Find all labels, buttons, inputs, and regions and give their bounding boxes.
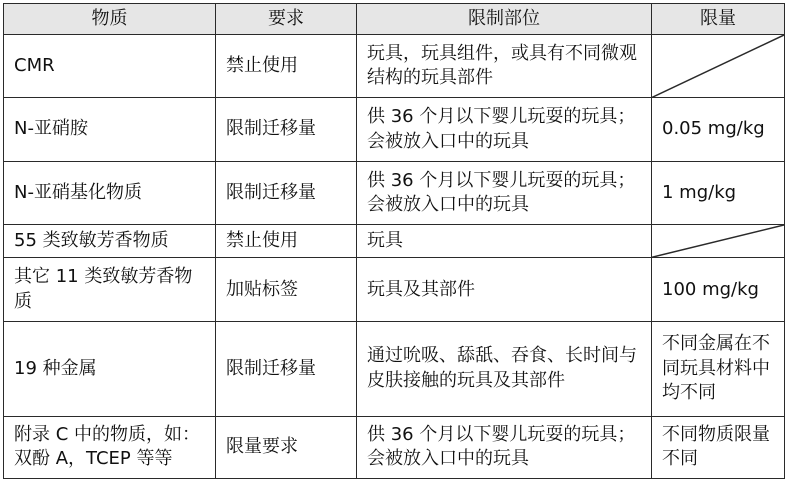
cell-limit: [652, 98, 785, 161]
cell-substance: [4, 321, 216, 416]
restricted-part-text: 玩具: [367, 230, 403, 252]
table-row: [4, 416, 785, 478]
cell-substance: [4, 98, 216, 161]
requirement-text: 加贴标签: [226, 278, 298, 300]
cell-substance: [4, 416, 216, 478]
cell-requirement: [216, 258, 357, 321]
cell-requirement: [216, 35, 357, 98]
requirement-text: 限制迁移量: [226, 181, 316, 203]
limit-text: 100 mg/kg: [662, 278, 759, 300]
cell-limit-empty: [652, 225, 785, 258]
restricted-part-text: 供 36 个月以下婴儿玩耍的玩具；会被放入口中的玩具: [367, 106, 636, 152]
diagonal-line: [652, 225, 784, 257]
restricted-part-text: 供 36 个月以下婴儿玩耍的玩具；会被放入口中的玩具: [367, 423, 636, 470]
regulation-table: [3, 3, 785, 479]
header-limit: 限量: [652, 4, 785, 35]
header-substance: 物质: [4, 4, 216, 35]
table-header-row: [4, 4, 785, 35]
restricted-part-text: 玩具，玩具组件，或具有不同微观结构的玩具部件: [367, 42, 637, 89]
cell-limit-empty: [652, 35, 785, 98]
limit-text: 不同金属在不同玩具材料中均不同: [662, 333, 770, 403]
table-row: [4, 35, 785, 98]
substance-text: 附录 C 中的物质，如：双酚 A，TCEP 等等: [14, 423, 201, 470]
cell-substance: [4, 161, 216, 224]
substance-text: 19 种金属: [14, 357, 97, 379]
header-requirement: 要求: [216, 4, 357, 35]
header-restricted-part: 限制部位: [357, 4, 652, 35]
table-row: [4, 258, 785, 321]
cell-restricted-part: [357, 416, 652, 478]
cell-substance: [4, 225, 216, 258]
cell-restricted-part: [357, 258, 652, 321]
cell-restricted-part: [357, 35, 652, 98]
cell-requirement: [216, 225, 357, 258]
requirement-text: 限制迁移量: [226, 357, 316, 379]
cell-requirement: [216, 416, 357, 478]
cell-restricted-part: [357, 321, 652, 416]
cell-limit: [652, 321, 785, 416]
limit-text: 1 mg/kg: [662, 181, 737, 203]
limit-text: 不同物质限量不同: [662, 423, 770, 470]
table-row: [4, 98, 785, 161]
restricted-part-text: 玩具及其部件: [367, 278, 475, 300]
requirement-text: 禁止使用: [226, 55, 298, 77]
requirement-text: 禁止使用: [226, 230, 298, 252]
limit-text: 0.05 mg/kg: [662, 118, 765, 140]
cell-limit: [652, 416, 785, 478]
cell-limit: [652, 161, 785, 224]
cell-limit: [652, 258, 785, 321]
table-row: [4, 321, 785, 416]
cell-restricted-part: [357, 98, 652, 161]
table-row: [4, 161, 785, 224]
cell-substance: [4, 258, 216, 321]
cell-restricted-part: [357, 161, 652, 224]
cell-restricted-part: [357, 225, 652, 258]
cell-requirement: [216, 321, 357, 416]
substance-text: 其它 11 类致敏芳香物质: [14, 266, 193, 312]
restricted-part-text: 供 36 个月以下婴儿玩耍的玩具；会被放入口中的玩具: [367, 169, 636, 216]
cell-requirement: [216, 98, 357, 161]
substance-text: N-亚硝胺: [14, 118, 88, 140]
cell-requirement: [216, 161, 357, 224]
substance-text: CMR: [14, 55, 55, 77]
cell-substance: [4, 35, 216, 98]
restricted-part-text: 通过吮吸、舔舐、吞食、长时间与皮肤接触的玩具及其部件: [367, 345, 637, 391]
substance-text: N-亚硝基化物质: [14, 181, 142, 203]
diagonal-line: [652, 35, 784, 97]
substance-text: 55 类致敏芳香物质: [14, 230, 169, 252]
requirement-text: 限量要求: [226, 436, 298, 458]
table-row: [4, 225, 785, 258]
requirement-text: 限制迁移量: [226, 118, 316, 140]
